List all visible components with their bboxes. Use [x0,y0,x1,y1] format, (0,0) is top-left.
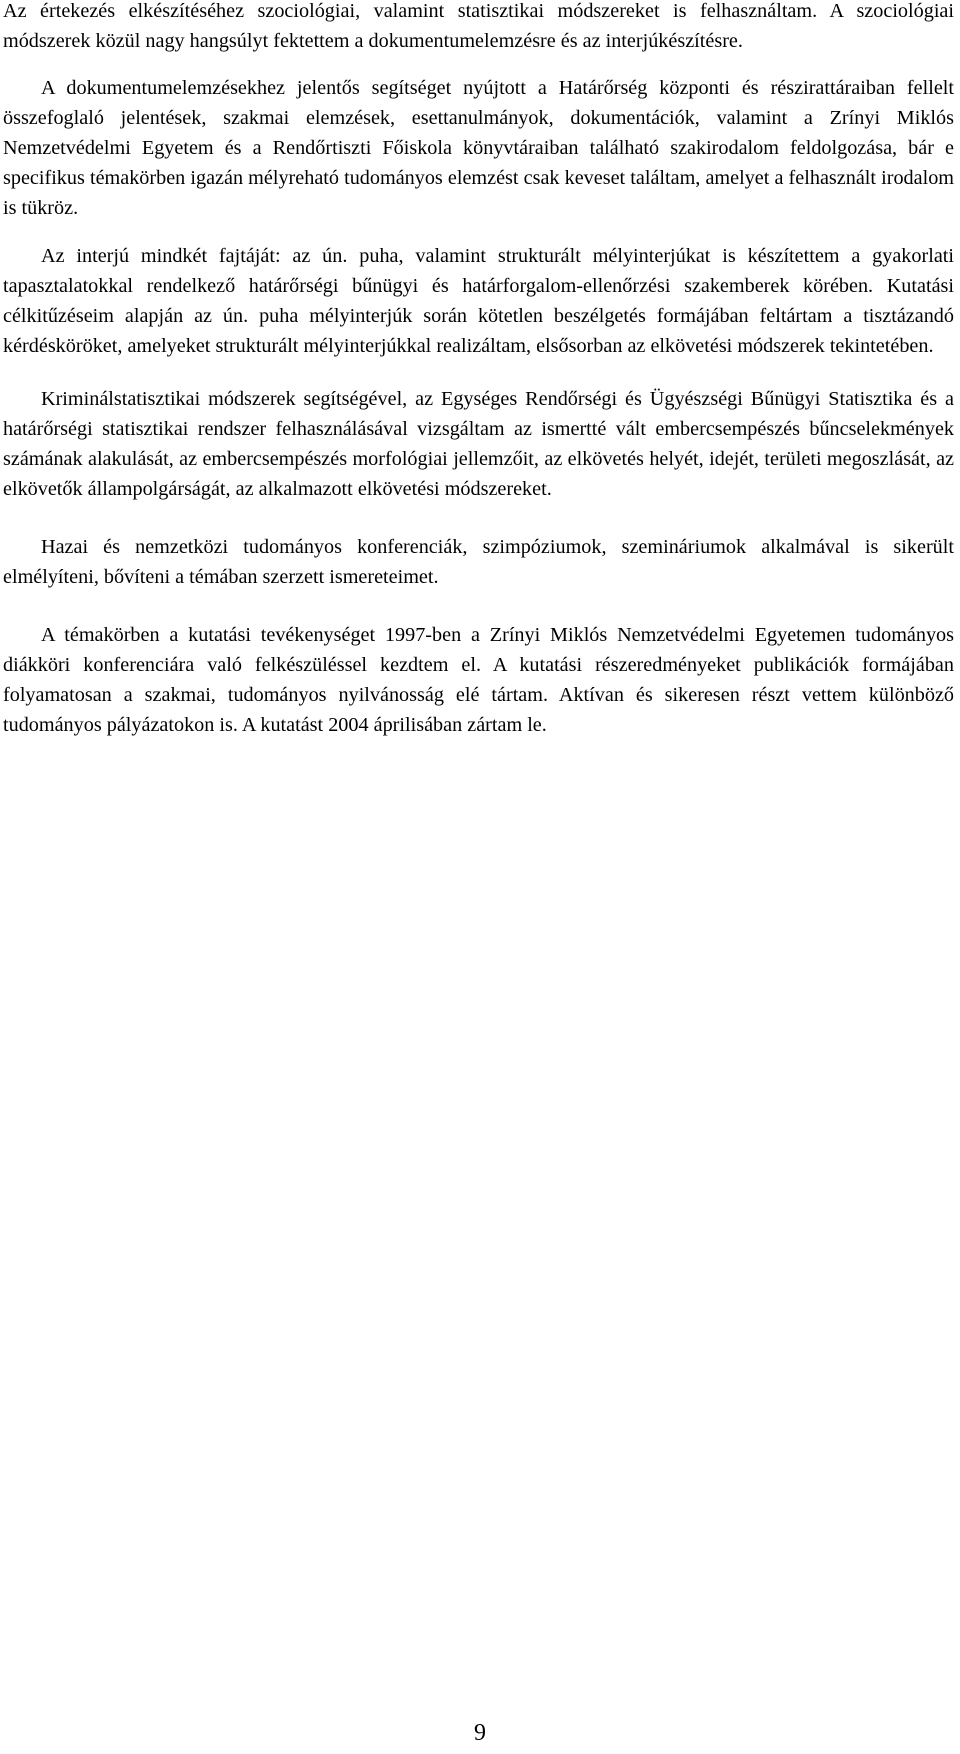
body-text [3,0,954,740]
paragraph-conferences: Hazai és nemzetközi tudományos konferenciák, szimpóziumok, szemináriumok alkalmával is sikerült elmélyíteni, bővíteni a témában szerzett ismereteimet. [3,536,954,588]
paragraph-criminal-statistics: Kriminálstatisztikai módszerek segítségével, az Egységes Rendőrségi és Ügyészségi Bűnügyi Statisztika és a határőrségi statisztikai rendszer felhasználásával vizsgáltam az ismertté vált embercsempészés bűncselekmények számának alakulását, az embercsempészés morfológiai jellemzőit, az elkövetés helyét, idejét, területi megoszlását, az elkövetők állampolgárságát, az alkalmazott elkövetési módszereket. [3,388,954,500]
paragraph-methods-intro: Az értekezés elkészítéséhez szociológiai, valamint statisztikai módszereket is felhasználtam. A szociológiai módszerek közül nagy hangsúlyt fektettem a dokumentumelemzésre és az interjúkészítésre. [3,0,954,52]
page-number: 9 [474,1720,486,1746]
paragraph-research-timeline: A témakörben a kutatási tevékenységet 1997-ben a Zrínyi Miklós Nemzetvédelmi Egyetemen tudományos diákköri konferenciára való felkészüléssel kezdtem el. A kutatási részeredményeket publikációk formájában folyamatosan a szakmai, tudományos nyilvánosság elé tártam. Aktívan és sikeresen részt vettem különböző tudományos pályázatokon is. A kutatást 2004 áprilisában zártam le. [3,624,954,736]
paragraph-interviews: Az interjú mindkét fajtáját: az ún. puha, valamint strukturált mélyinterjúkat is készítettem a gyakorlati tapasztalatokkal rendelkező határőrségi bűnügyi és határforgalom-ellenőrzési szakemberek körében. Kutatási célkitűzéseim alapján az ún. puha mélyinterjúk során kötetlen beszélgetés formájában feltártam a tisztázandó kérdésköröket, amelyeket strukturált mélyinterjúkkal realizáltam, elsősorban az elkövetési módszerek tekintetében. [3,245,954,357]
paragraph-document-analysis: A dokumentumelemzésekhez jelentős segítséget nyújtott a Határőrség központi és részirattáraiban fellelt összefoglaló jelentések, szakmai elemzések, esettanulmányok, dokumentációk, valamint a Zrínyi Miklós Nemzetvédelmi Egyetem és a Rendőrtiszti Főiskola könyvtáraiban található szakirodalom feldolgozása, bár e specifikus témakörben igazán mélyreható tudományos elemzést csak keveset találtam, amelyet a felhasznált irodalom is tükröz. [3,77,954,219]
